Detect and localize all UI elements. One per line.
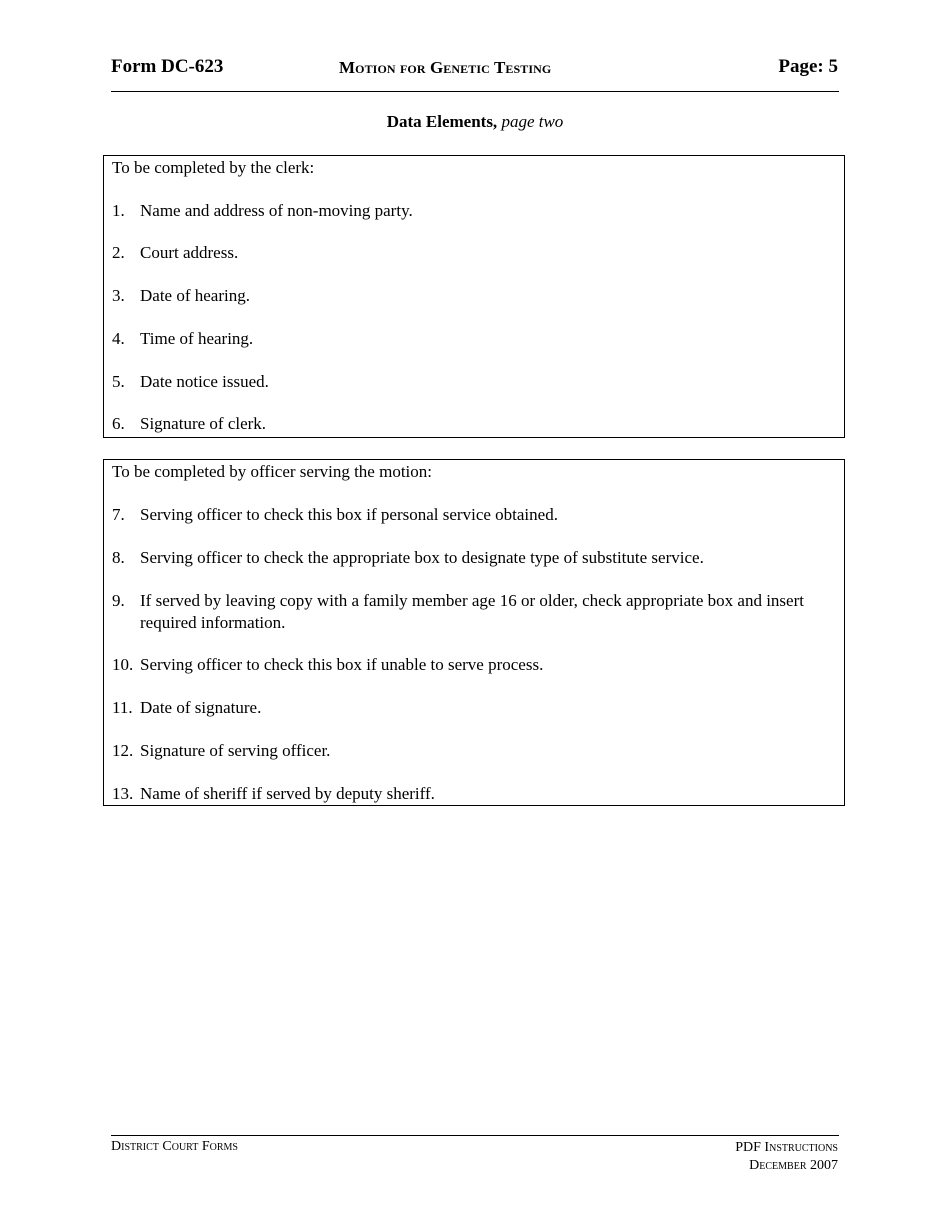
list-item [112, 740, 828, 762]
item-text: Court address. [140, 243, 239, 262]
list-item [112, 413, 828, 435]
item-number: 1. [112, 201, 125, 220]
item-text: Time of hearing. [140, 329, 254, 348]
subtitle-italic: page two [501, 112, 564, 131]
list-item [112, 547, 828, 569]
item-number: 12. [112, 741, 134, 760]
item-number: 10. [112, 655, 134, 674]
item-number: 2. [112, 243, 125, 262]
subtitle-bold: Data Elements, [386, 112, 498, 131]
item-text: Serving officer to check the appropriate box to designate type of substitute service. [140, 548, 704, 567]
item-number: 3. [112, 286, 125, 305]
page-footer [111, 1135, 839, 1173]
list-item [112, 328, 828, 350]
item-number: 6. [112, 414, 125, 433]
item-text: Date notice issued. [140, 372, 269, 391]
item-text: Name and address of non-moving party. [140, 201, 413, 220]
item-text: Serving officer to check this box if unable to serve process. [140, 655, 544, 674]
form-number: Form DC-623 [111, 56, 224, 77]
page-header [111, 55, 839, 92]
form-title: Motion for Genetic Testing [339, 58, 552, 77]
footer-right-line1: PDF Instructions [735, 1140, 838, 1155]
page-number: Page: 5 [778, 56, 838, 77]
list-item [112, 783, 828, 805]
item-number: 8. [112, 548, 125, 567]
item-text: Date of signature. [140, 698, 262, 717]
item-text: Signature of serving officer. [140, 741, 331, 760]
footer-right-line2: December 2007 [749, 1158, 838, 1173]
list-item [112, 200, 828, 222]
clerk-section-title: To be completed by the clerk: [112, 158, 315, 177]
list-item [112, 590, 828, 634]
officer-section [103, 459, 845, 806]
item-text: Date of hearing. [140, 286, 250, 305]
item-number: 11. [112, 698, 133, 717]
officer-section-title: To be completed by officer serving the motion: [112, 462, 432, 481]
item-text: Signature of clerk. [140, 414, 267, 433]
footer-right [735, 1139, 838, 1175]
item-number: 5. [112, 372, 125, 391]
item-number: 13. [112, 784, 134, 803]
item-number: 4. [112, 329, 125, 348]
footer-left: District Court Forms [111, 1139, 238, 1154]
item-text: If served by leaving copy with a family member age 16 or older, check appropriate box and insert required information. [140, 591, 804, 632]
item-number: 7. [112, 505, 125, 524]
list-item [112, 697, 828, 719]
item-number: 9. [112, 591, 125, 610]
list-item [112, 371, 828, 393]
item-text: Serving officer to check this box if personal service obtained. [140, 505, 558, 524]
clerk-section [103, 155, 845, 438]
item-text: Name of sheriff if served by deputy sheriff. [140, 784, 435, 803]
list-item [112, 285, 828, 307]
list-item [112, 504, 828, 526]
list-item [112, 242, 828, 264]
section-subtitle [0, 112, 950, 132]
list-item [112, 654, 828, 676]
